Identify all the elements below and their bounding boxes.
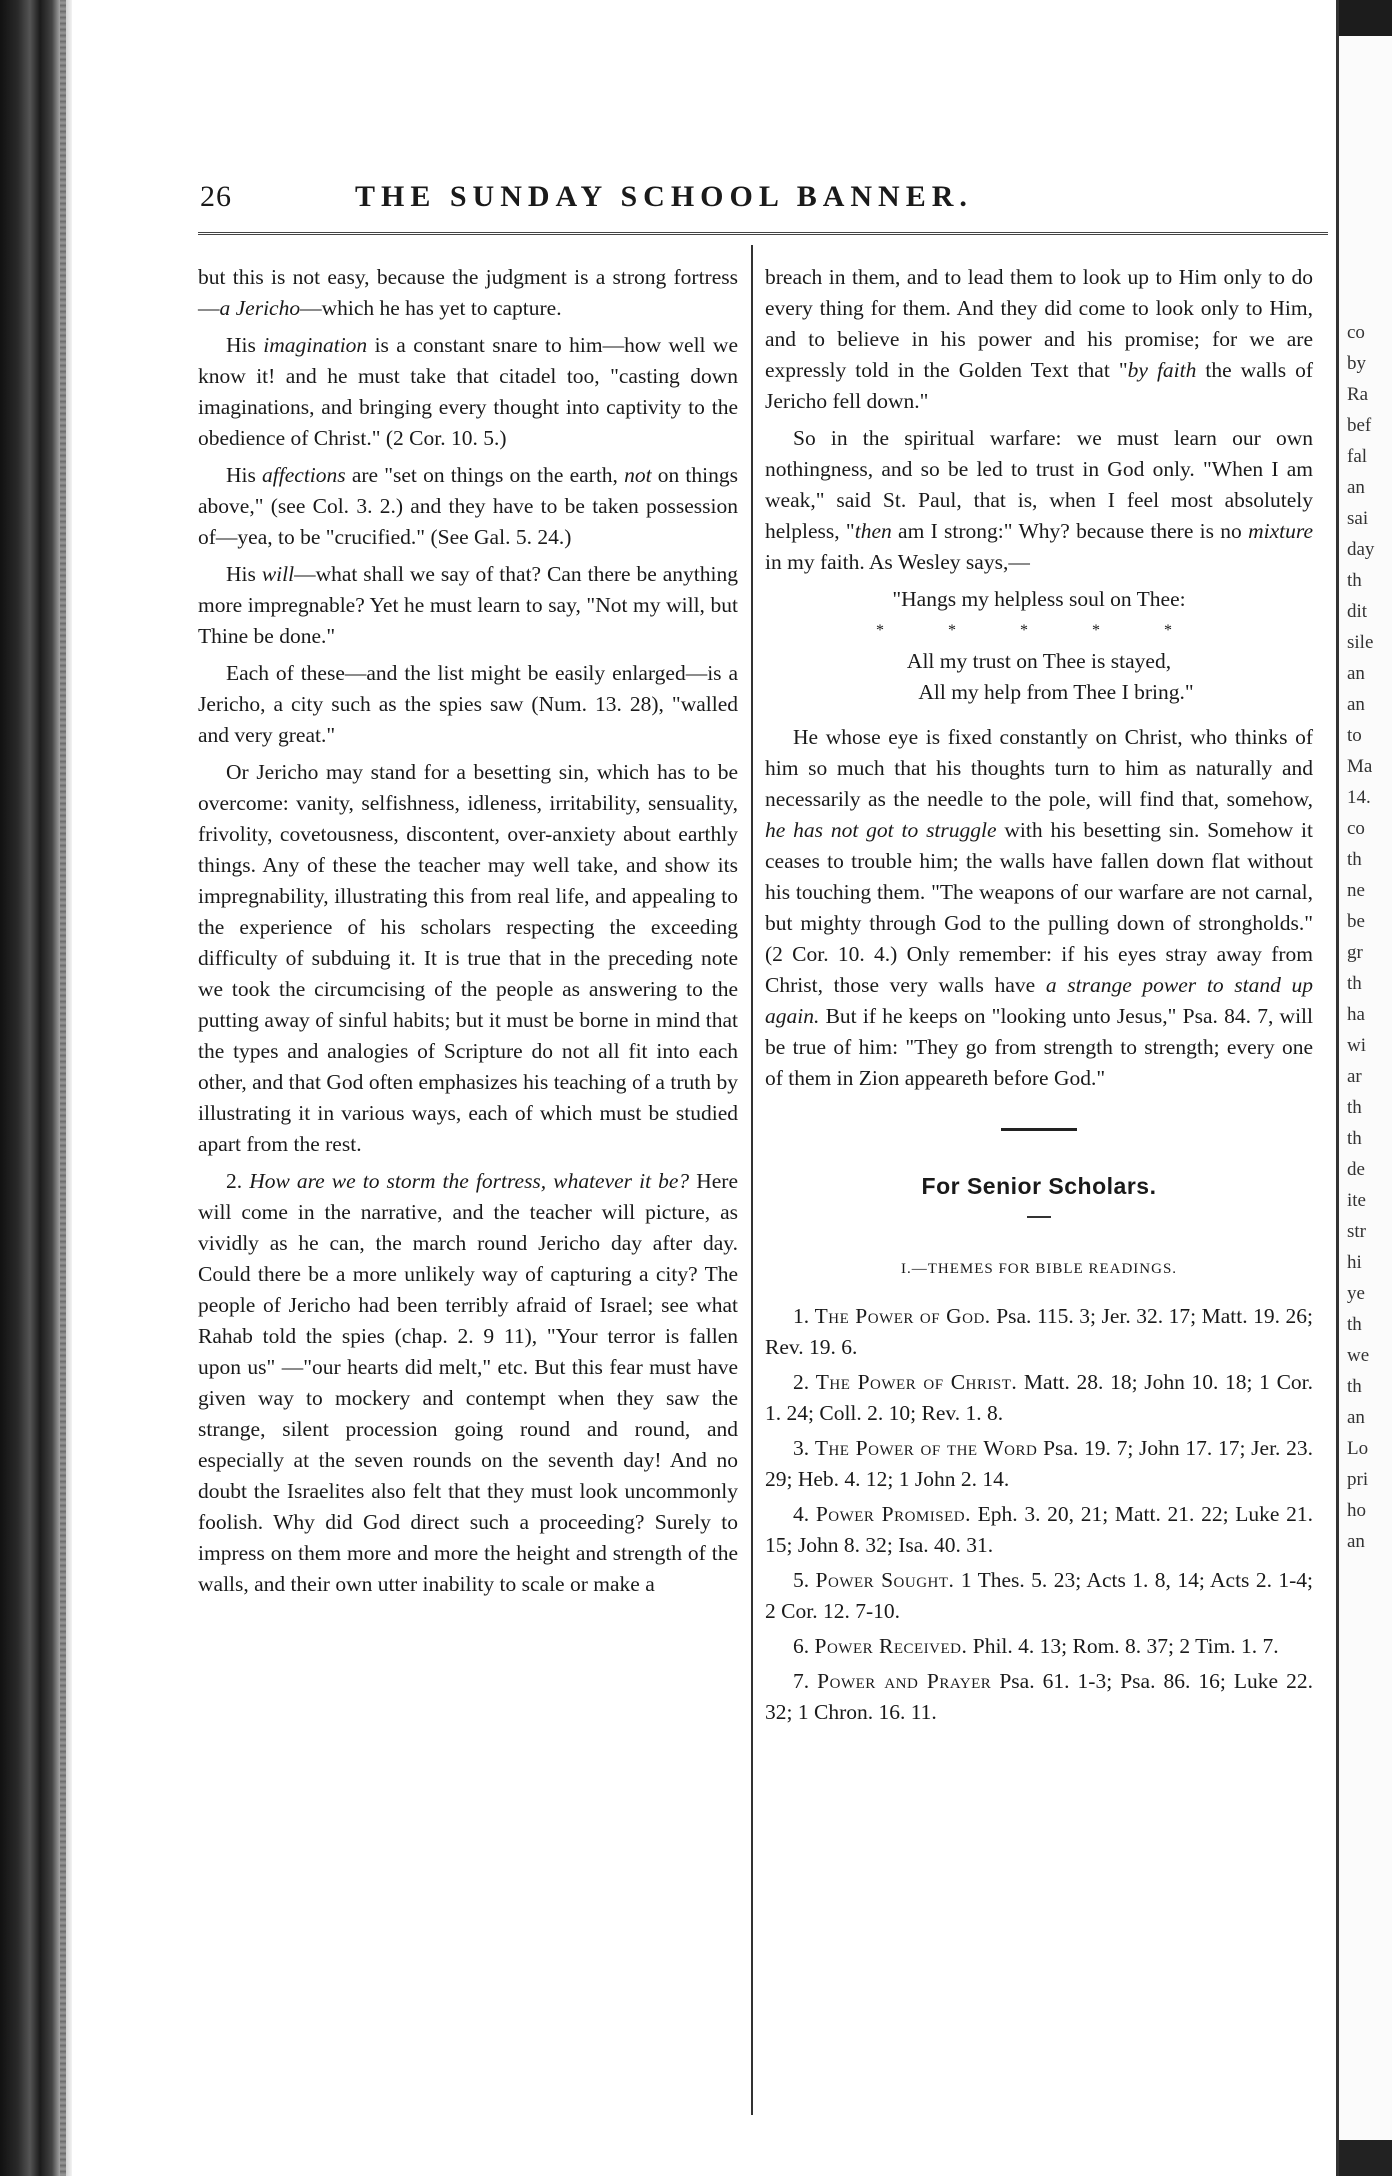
adjacent-page-fragment: th: [1347, 570, 1362, 591]
adjacent-page-fragment: be: [1347, 911, 1365, 932]
book-binding-edge: [0, 0, 72, 2176]
adjacent-page-fragment: co: [1347, 322, 1365, 343]
theme-item: [765, 1499, 1313, 1561]
themes-list: [765, 1301, 1313, 1728]
adjacent-page-fragment: ar: [1347, 1066, 1362, 1087]
theme-number: 2.: [793, 1370, 810, 1394]
paragraph: breach in them, and to lead them to look up to Him only to do every thing for them. And they did come to look only to Him, and to believe in his power and his promise; for we are expressly told in the Golden Text that "by faith the walls of Jericho fell down.": [765, 265, 1314, 413]
adjacent-page-fragment: ho: [1347, 1500, 1366, 1521]
theme-number: 6.: [793, 1634, 810, 1658]
theme-name: The Power of God.: [814, 1304, 991, 1328]
adjacent-page-fragment: th: [1347, 1128, 1362, 1149]
paragraph: 2. How are we to storm the fortress, whatever it be? Here will come in the narrative, and the teacher will picture, as vividly as he can, the march round Jericho day after day. Could there be a more unlikely way of capturing a city? The people of Jericho had been terribly afraid of Israel; see what Rahab told the spies (chap. 2. 9 11), "Your terror is fallen upon us" —"our hearts did melt," etc. But this fear must have given way to mockery and contempt when they saw the strange, silent procession going round and round, and especially at the seven rounds on the seventh day! And no doubt the Israelites also felt that they must look uncommonly foolish. Why did God direct such a proceeding? Surely to impress on them more and more the height and strength of the walls, and their own utter inability to scale or make a: [198, 1169, 738, 1596]
adjacent-page-fragment: an: [1347, 1531, 1365, 1552]
paragraph: He whose eye is fixed constantly on Christ, who thinks of him so much that his thoughts turn to him as naturally and necessarily as the needle to the pole, will find that, somehow, he has not got to struggle with his besetting sin. Somehow it ceases to trouble him; the walls have fallen down flat without his touching them. "The weapons of our warfare are not carnal, but mighty through God to the pulling down of strongholds." (2 Cor. 10. 4.) Only remember: if his eyes stray away from Christ, those very walls have a strange power to stand up again. But if he keeps on "looking unto Jesus," Psa. 84. 7, will be true of him: "They go from strength to strength; every one of them in Zion appeareth before God.": [765, 725, 1313, 1090]
adjacent-page-fragment: ye: [1347, 1283, 1365, 1304]
theme-number: 1.: [793, 1304, 810, 1328]
adjacent-page-fragment: wi: [1347, 1035, 1366, 1056]
section-separator: [1001, 1128, 1077, 1131]
theme-references: Psa. 115. 3; Jer. 32. 17; Matt. 19. 26; Rev. 19. 6.: [765, 1304, 1314, 1359]
adjacent-page-fragment: hi: [1347, 1252, 1362, 1273]
theme-references: Psa. 19. 7; John 17. 17; Jer. 23. 29; Heb. 4. 12; 1 John 2. 14.: [765, 1436, 1314, 1491]
theme-name: Power Sought.: [815, 1568, 955, 1592]
theme-references: Psa. 61. 1-3; Psa. 86. 16; Luke 22. 32; 1 Chron. 16. 11.: [765, 1669, 1314, 1724]
adjacent-page-fragment: Ra: [1347, 384, 1369, 405]
theme-number: 3.: [793, 1436, 810, 1460]
adjacent-page-fragment: th: [1347, 1314, 1362, 1335]
paragraph: His imagination is a constant snare to him—how well we know it! and he must take that citadel too, "casting down imaginations, and bringing every thought into captivity to the obedience of Christ." (2 Cor. 10. 5.): [198, 333, 738, 450]
adjacent-page-fragment: by: [1347, 353, 1366, 374]
theme-references: Matt. 28. 18; John 10. 18; 1 Cor. 1. 24; Coll. 2. 10; Rev. 1. 8.: [765, 1370, 1314, 1425]
column-divider: [751, 245, 753, 2115]
adjacent-page-fragment: co: [1347, 818, 1365, 839]
theme-item: [765, 1367, 1313, 1429]
hymn-ellipsis-stars: * * * * *: [876, 622, 1202, 639]
adjacent-page-fragment: 14.: [1347, 787, 1371, 808]
theme-item: [765, 1631, 1313, 1662]
adjacent-page-fragments: [1347, 320, 1391, 1560]
page-header: [200, 180, 1330, 224]
adjacent-page-fragment: to: [1347, 725, 1362, 746]
adjacent-page-fragment: ite: [1347, 1190, 1366, 1211]
theme-item: [765, 1301, 1313, 1363]
theme-name: Power Received.: [814, 1634, 968, 1658]
theme-number: 4.: [793, 1502, 810, 1526]
document-page: [150, 0, 1330, 2176]
adjacent-page-fragment: th: [1347, 1376, 1362, 1397]
adjacent-page-shadow-bottom: [1339, 2140, 1392, 2176]
section-title: For Senior Scholars.: [921, 1173, 1157, 1199]
theme-name: Power and Prayer: [817, 1669, 992, 1693]
adjacent-page-fragment: sai: [1347, 508, 1369, 529]
adjacent-page-fragment: bef: [1347, 415, 1372, 436]
paragraph: So in the spiritual warfare: we must learn our own nothingness, and so be led to trust in God only. "When I am weak," said St. Paul, that is, when I feel most absolutely helpless, "then am I strong:" Why? because there is no mixture in my faith. As Wesley says,—: [765, 426, 1313, 574]
adjacent-page-fragment: de: [1347, 1159, 1365, 1180]
adjacent-page-fragment: sile: [1347, 632, 1374, 653]
hymn-line: All my trust on Thee is stayed,: [906, 649, 1172, 673]
hymn-quote: [765, 584, 1313, 708]
adjacent-page-fragment: Ma: [1347, 756, 1373, 777]
adjacent-page-fragment: an: [1347, 663, 1365, 684]
subsection-title: I.—THEMES FOR BIBLE READINGS.: [900, 1261, 1178, 1277]
adjacent-page-fragment: we: [1347, 1345, 1370, 1366]
hymn-line: All my help from Thee I bring.": [918, 680, 1194, 704]
theme-item: [765, 1565, 1313, 1627]
adjacent-page-fragment: th: [1347, 973, 1362, 994]
adjacent-page-fragment: ha: [1347, 1004, 1365, 1025]
section-title-rule: [1027, 1216, 1051, 1218]
adjacent-page-fragment: an: [1347, 694, 1365, 715]
adjacent-page-edge: [1336, 0, 1392, 2176]
header-rule: [198, 232, 1328, 235]
adjacent-page-fragment: Lo: [1347, 1438, 1369, 1459]
theme-references: Phil. 4. 13; Rom. 8. 37; 2 Tim. 1. 7.: [972, 1634, 1279, 1658]
paragraph: His affections are "set on things on the earth, not on things above," (see Col. 3. 2.) and they have to be taken possession of—yea, to be "crucified." (See Gal. 5. 24.): [198, 463, 738, 549]
paragraph: Or Jericho may stand for a besetting sin, which has to be overcome: vanity, selfishness, idleness, irritability, sensuality, frivolity, covetousness, discontent, over-anxiety about earthly things. Any of these the teacher may well take, and show its impregnability, illustrating this from real life, and appealing to the experience of his scholars respecting the exceeding difficulty of subduing it. It is true that in the preceding note we took the circumcising of the people as answering to the putting away of sinful habits; but it must be borne in mind that the types and analogies of Scripture do not all fit into each other, and that God often emphasizes his teaching of a truth by illustrating it in various ways, each of which must be studied apart from the rest.: [198, 760, 738, 1156]
theme-number: 7.: [793, 1669, 810, 1693]
theme-name: Power Promised.: [815, 1502, 971, 1526]
adjacent-page-fragment: an: [1347, 1407, 1365, 1428]
adjacent-page-fragment: th: [1347, 1097, 1362, 1118]
theme-item: [765, 1666, 1313, 1728]
adjacent-page-fragment: str: [1347, 1221, 1366, 1242]
theme-name: The Power of Christ.: [815, 1370, 1018, 1394]
paragraph: but this is not easy, because the judgment is a strong fortress—a Jericho—which he has yet to capture.: [198, 265, 738, 320]
adjacent-page-fragment: th: [1347, 849, 1362, 870]
right-column: [765, 262, 1313, 1732]
running-head-title: THE SUNDAY SCHOOL BANNER.: [355, 180, 973, 213]
theme-references: 1 Thes. 5. 23; Acts 1. 8, 14; Acts 2. 1-4; 2 Cor. 12. 7-10.: [765, 1568, 1314, 1623]
theme-item: [765, 1433, 1313, 1495]
adjacent-page-fragment: pri: [1347, 1469, 1369, 1490]
theme-references: Eph. 3. 20, 21; Matt. 21. 22; Luke 21. 15; John 8. 32; Isa. 40. 31.: [765, 1502, 1313, 1557]
hymn-line: "Hangs my helpless soul on Thee:: [892, 587, 1186, 611]
page-number: 26: [200, 180, 232, 213]
adjacent-page-fragment: ne: [1347, 880, 1365, 901]
adjacent-page-fragment: day: [1347, 539, 1375, 560]
adjacent-page-shadow-top: [1339, 0, 1392, 36]
adjacent-page-fragment: dit: [1347, 601, 1368, 622]
theme-number: 5.: [793, 1568, 810, 1592]
paragraph: Each of these—and the list might be easily enlarged—is a Jericho, a city such as the spies saw (Num. 13. 28), "walled and very great.": [198, 661, 738, 747]
left-column: [198, 262, 738, 1606]
theme-name: The Power of the Word: [814, 1436, 1038, 1460]
adjacent-page-fragment: an: [1347, 477, 1365, 498]
adjacent-page-fragment: gr: [1347, 942, 1363, 963]
adjacent-page-fragment: fal: [1347, 446, 1368, 467]
paragraph: His will—what shall we say of that? Can there be anything more impregnable? Yet he must learn to say, "Not my will, but Thine be done.": [198, 562, 738, 648]
